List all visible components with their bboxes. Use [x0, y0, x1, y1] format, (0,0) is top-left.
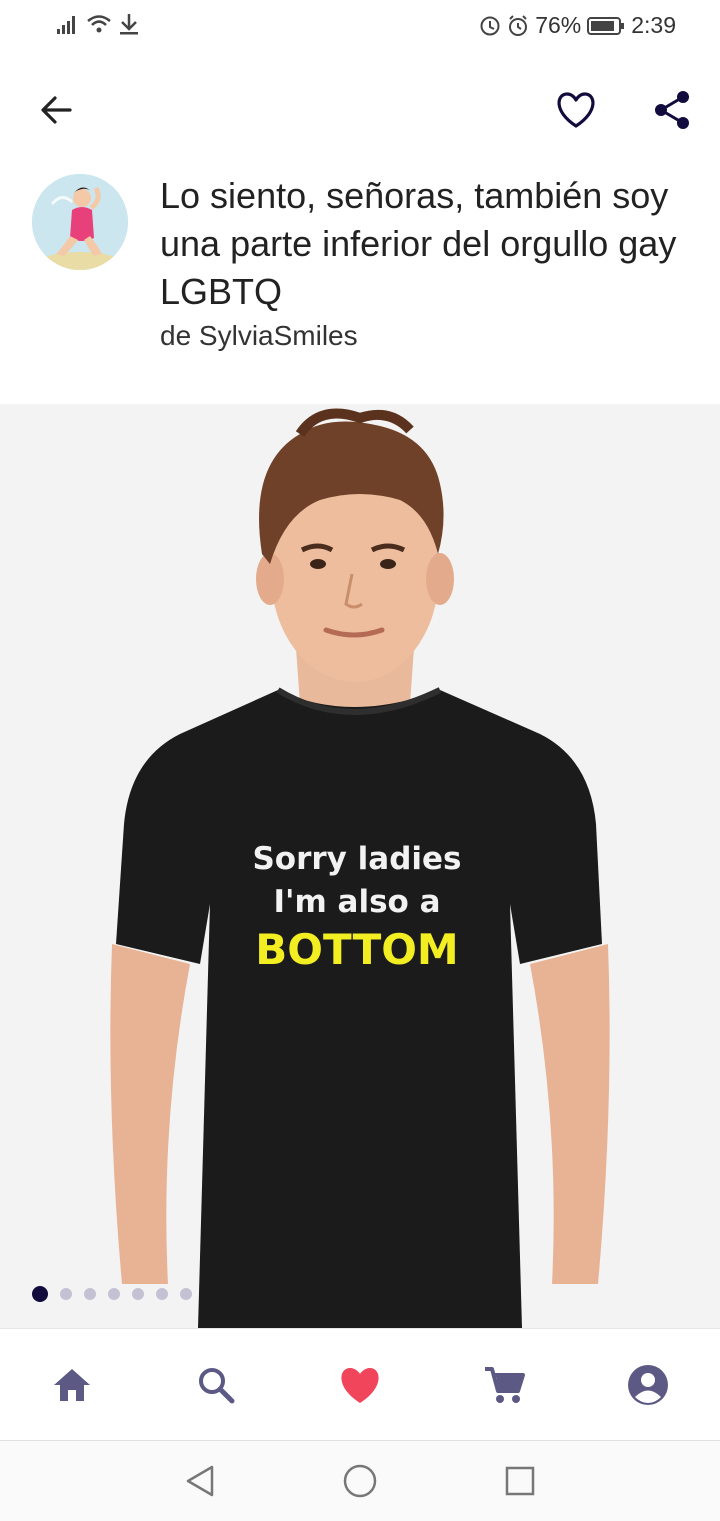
- arrow-left-icon: [38, 92, 74, 128]
- battery-percent: 76%: [535, 12, 582, 38]
- shirt-print-line1: Sorry ladies: [252, 841, 462, 877]
- back-button[interactable]: [26, 80, 86, 140]
- favorite-button[interactable]: [546, 80, 606, 140]
- system-recents-button[interactable]: [498, 1459, 542, 1503]
- home-icon: [52, 1366, 92, 1404]
- status-bar: [0, 0, 720, 56]
- product-photo: [0, 404, 720, 1328]
- carousel-dot[interactable]: [108, 1288, 120, 1300]
- download-icon: [118, 12, 140, 36]
- nav-account[interactable]: [622, 1359, 674, 1411]
- shirt-print-line2: I'm also a: [273, 884, 441, 920]
- bottom-navigation: [0, 1328, 720, 1441]
- pinup-avatar-image: [32, 174, 128, 270]
- nav-cart[interactable]: [478, 1359, 530, 1411]
- share-icon: [652, 89, 692, 131]
- triangle-back-icon: [184, 1464, 216, 1498]
- app-bar: [0, 70, 720, 150]
- account-icon: [627, 1364, 669, 1406]
- share-button[interactable]: [642, 80, 702, 140]
- carousel-dot[interactable]: [60, 1288, 72, 1300]
- system-back-button[interactable]: [178, 1459, 222, 1503]
- product-header: [0, 170, 720, 370]
- carousel-indicator: [32, 1286, 192, 1302]
- nav-favorites[interactable]: [334, 1359, 386, 1411]
- product-image-carousel[interactable]: [0, 404, 720, 1328]
- clock-time: 2:39: [631, 12, 676, 38]
- artist-avatar[interactable]: [32, 174, 128, 270]
- system-home-button[interactable]: [338, 1459, 382, 1503]
- artist-name[interactable]: de SylviaSmiles: [160, 320, 358, 351]
- carousel-dot[interactable]: [32, 1286, 48, 1302]
- cart-icon: [483, 1365, 525, 1405]
- shirt-print-line3: BOTTOM: [255, 925, 459, 974]
- carousel-dot[interactable]: [156, 1288, 168, 1300]
- carousel-dot[interactable]: [132, 1288, 144, 1300]
- carousel-dot[interactable]: [180, 1288, 192, 1300]
- heart-outline-icon: [555, 91, 597, 129]
- system-navigation-bar: [0, 1440, 720, 1521]
- carousel-dot[interactable]: [84, 1288, 96, 1300]
- signal-icon: [56, 13, 80, 35]
- nav-search[interactable]: [190, 1359, 242, 1411]
- heart-filled-icon: [338, 1365, 382, 1405]
- circle-home-icon: [342, 1463, 378, 1499]
- data-saver-icon: [479, 15, 501, 37]
- alarm-icon: [507, 15, 529, 37]
- product-title: Lo siento, señoras, también soy una parte inferior del orgullo gay LGBTQ: [160, 175, 677, 312]
- nav-home[interactable]: [46, 1359, 98, 1411]
- search-icon: [196, 1365, 236, 1405]
- square-recents-icon: [504, 1465, 536, 1497]
- wifi-icon: [86, 13, 112, 35]
- battery-icon: [587, 16, 625, 36]
